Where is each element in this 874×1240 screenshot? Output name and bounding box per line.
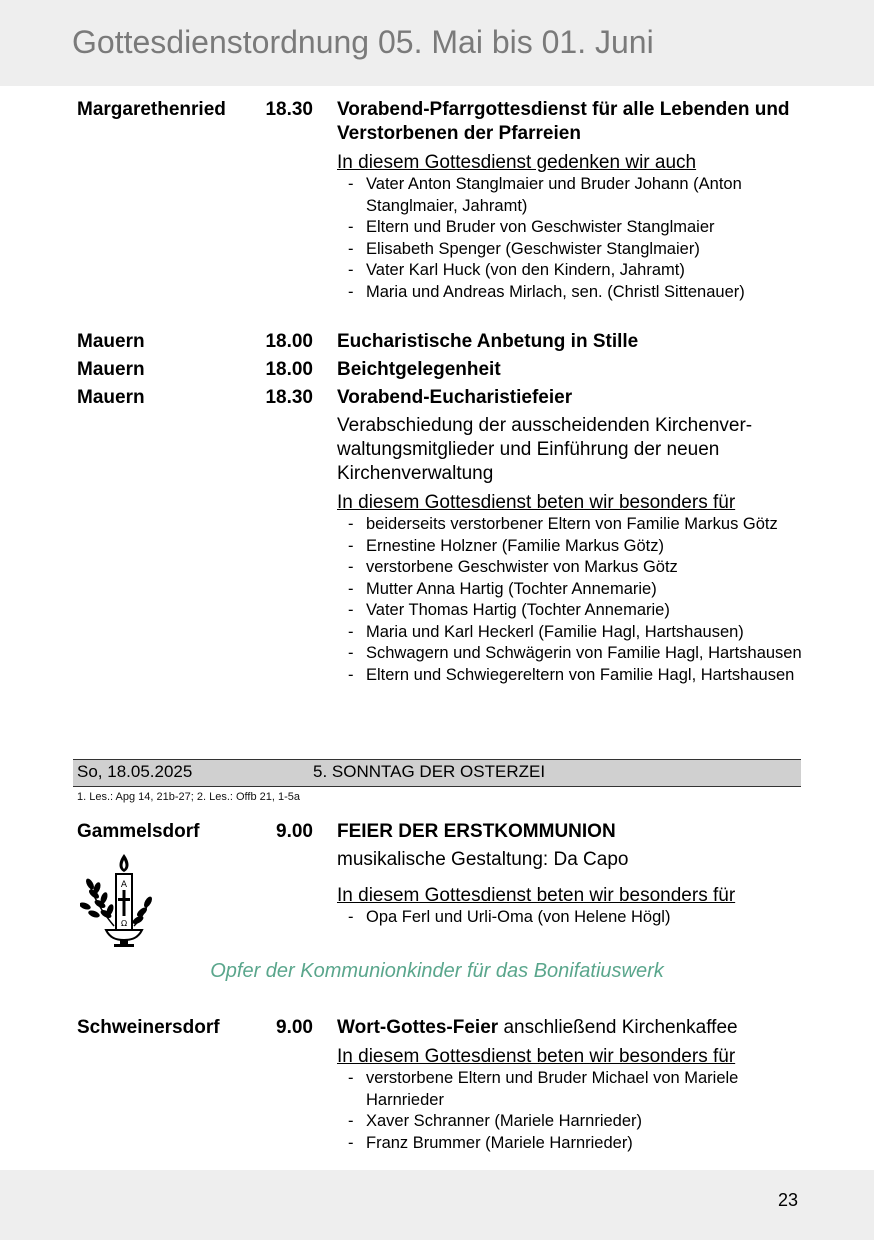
intention-item: - Mutter Anna Hartig (Tochter Annemarie) (337, 579, 807, 601)
service-title: Vorabend-Eucharistiefeier (337, 387, 573, 408)
service-title-note: anschließend Kirchenkaffee (498, 1017, 738, 1038)
intention-item: - Ernestine Holzner (Familie Markus Götz) (337, 536, 807, 558)
service-location: Gammelsdorf (77, 821, 200, 842)
service-details (337, 820, 807, 929)
service-title: Vorabend-Pfarrgottesdienst für alle Lebenden und Verstorbenen der Pfarreien (337, 99, 790, 144)
service-details (337, 386, 807, 686)
service-details (337, 358, 807, 382)
intentions-list (337, 1068, 807, 1154)
page-title: Gottesdienstordnung 05. Mai bis 01. Juni (72, 24, 654, 60)
page-header (0, 0, 874, 86)
service-note: musikalische Gestaltung: Da Capo (337, 849, 629, 870)
intentions-list (337, 907, 807, 929)
intention-item: - Vater Karl Huck (von den Kindern, Jahramt) (337, 260, 807, 282)
page-footer (0, 1170, 874, 1240)
service-details (337, 330, 807, 354)
intention-item: - Eltern und Bruder von Geschwister Stanglmaier (337, 217, 807, 239)
intention-item: - Vater Anton Stanglmaier und Bruder Johann (Anton Stanglmaier, Jahramt) (337, 174, 807, 217)
service-time: 18.30 (265, 387, 313, 408)
intention-item: - Schwagern und Schwägerin von Familie Hagl, Hartshausen (337, 643, 807, 665)
intentions-intro: In diesem Gottesdienst gedenken wir auch (337, 152, 697, 173)
intention-item: - beiderseits verstorbener Eltern von Familie Markus Götz (337, 514, 807, 536)
sunday-name: 5. SONNTAG DER OSTERZEI (313, 762, 546, 781)
intentions-list (337, 174, 807, 303)
intention-item: - verstorbene Geschwister von Markus Götz (337, 557, 807, 579)
service-location: Mauern (77, 359, 145, 380)
service-details (337, 1016, 807, 1154)
service-time: 9.00 (276, 1017, 313, 1038)
candle-alpha: A (120, 880, 128, 890)
service-location: Margarethenried (77, 99, 226, 120)
readings: 1. Les.: Apg 14, 21b-27; 2. Les.: Offb 21, 1-5a (77, 791, 301, 803)
intention-item: - Opa Ferl und Urli-Oma (von Helene Högl) (337, 907, 807, 929)
service-time: 18.30 (265, 99, 313, 120)
service-location: Schweinersdorf (77, 1017, 220, 1038)
service-location: Mauern (77, 331, 145, 352)
service-title: Beichtgelegenheit (337, 359, 501, 380)
sunday-date: So, 18.05.2025 (77, 762, 193, 781)
service-title: FEIER DER ERSTKOMMUNION (337, 821, 616, 842)
service-time: 18.00 (265, 331, 313, 352)
service-title: Eucharistische Anbetung in Stille (337, 331, 639, 352)
intention-item: - Eltern und Schwiegereltern von Familie Hagl, Hartshausen (337, 665, 807, 687)
page-number: 23 (777, 1190, 798, 1210)
service-time: 18.00 (265, 359, 313, 380)
communion-candle-icon (80, 852, 154, 950)
intention-item: - Maria und Karl Heckerl (Familie Hagl, Hartshausen) (337, 622, 807, 644)
intention-item: - Vater Thomas Hartig (Tochter Annemarie) (337, 600, 807, 622)
service-time: 9.00 (276, 821, 313, 842)
candle-omega: Ω (120, 919, 128, 928)
intentions-intro: In diesem Gottesdienst beten wir besonders für (337, 1046, 736, 1067)
offering-note: Opfer der Kommunionkinder für das Bonifatiuswerk (210, 960, 664, 982)
intention-item: - verstorbene Eltern und Bruder Michael von Mariele Harnrieder (337, 1068, 807, 1111)
service-details (337, 98, 807, 303)
intentions-intro: In diesem Gottesdienst beten wir besonders für (337, 492, 736, 513)
intentions-intro: In diesem Gottesdienst beten wir besonders für (337, 885, 736, 906)
sunday-header-bar (73, 759, 801, 787)
service-note: Verabschiedung der ausscheidenden Kirchenver-waltungsmitglieder und Einführung der neuen Kirchenverwaltung (337, 415, 753, 484)
intention-item: - Xaver Schranner (Mariele Harnrieder) (337, 1111, 807, 1133)
intentions-list (337, 514, 807, 686)
service-title-bold: Wort-Gottes-Feier (337, 1017, 499, 1038)
intention-item: - Elisabeth Spenger (Geschwister Stanglmaier) (337, 239, 807, 261)
service-location: Mauern (77, 387, 145, 408)
intention-item: - Maria und Andreas Mirlach, sen. (Christl Sittenauer) (337, 282, 807, 304)
intention-item: - Franz Brummer (Mariele Harnrieder) (337, 1133, 807, 1155)
service-title (337, 1016, 807, 1040)
